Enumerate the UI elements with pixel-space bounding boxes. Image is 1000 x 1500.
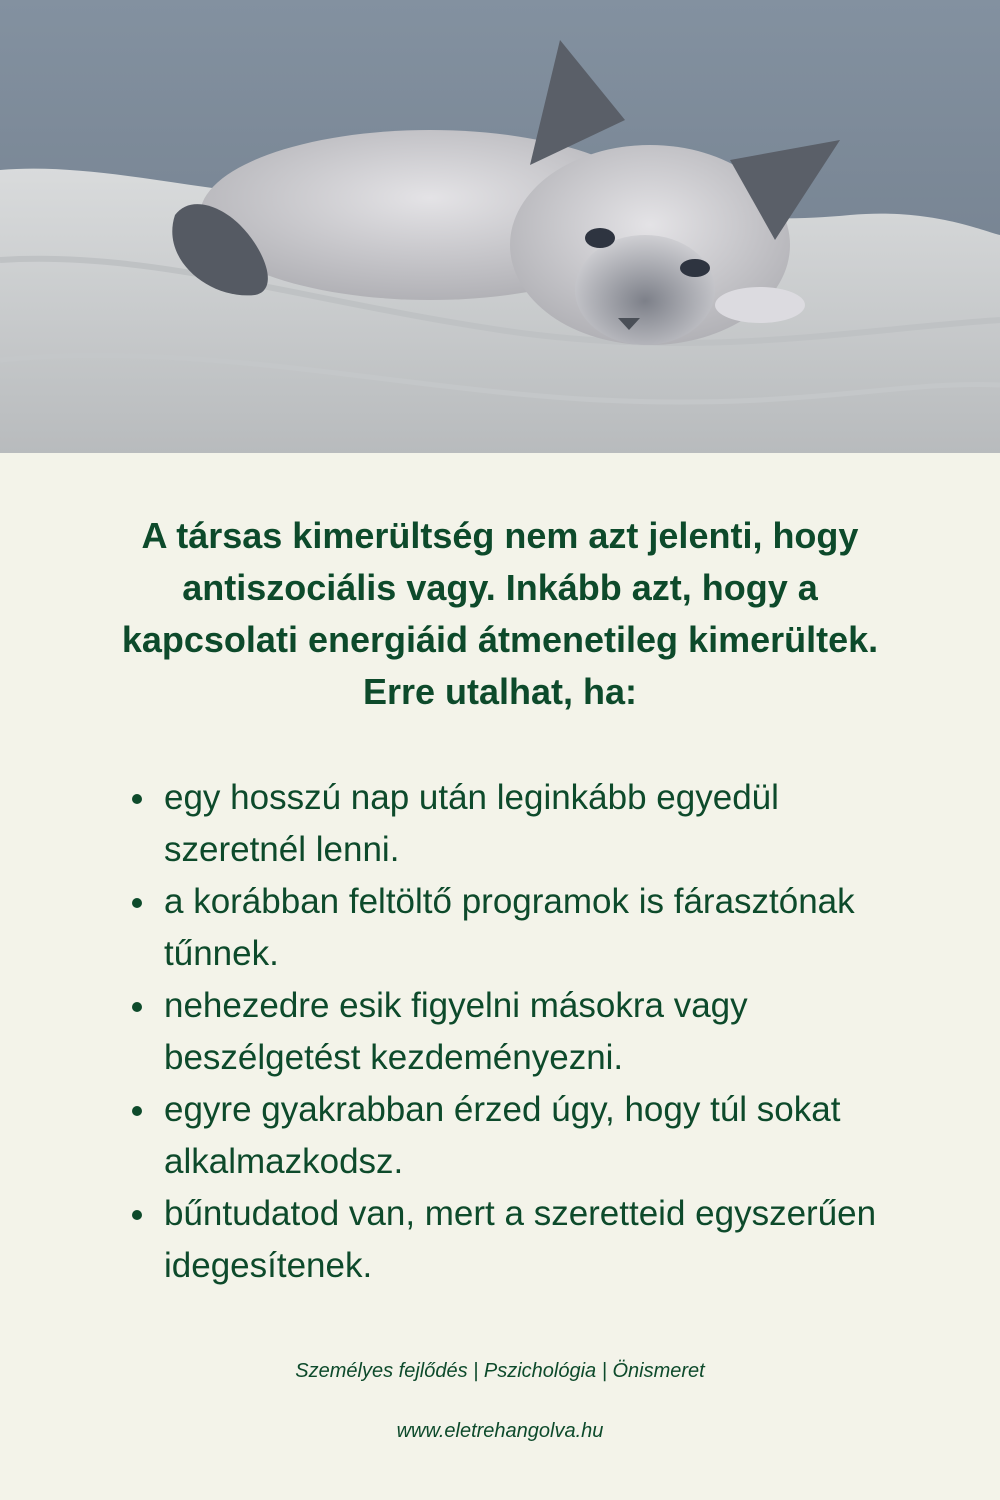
hero-image xyxy=(0,0,1000,453)
bullet-icon xyxy=(132,1002,142,1012)
kitten-photo xyxy=(0,0,1000,453)
symptom-list xyxy=(120,772,920,1292)
list-item xyxy=(120,1188,920,1292)
list-item-text: a korábban feltöltő programok is fárasztónak tűnnek. xyxy=(164,882,855,973)
list-item xyxy=(120,1084,920,1188)
bullet-icon xyxy=(132,1210,142,1220)
bullet-icon xyxy=(132,898,142,908)
list-item xyxy=(120,772,920,876)
headline: A társas kimerültség nem azt jelenti, hogy antiszociális vagy. Inkább azt, hogy a kapcsolati energiáid átmenetileg kimerültek. Erre utalhat, ha: xyxy=(121,515,879,712)
website-url[interactable]: www.eletrehangolva.hu xyxy=(396,1420,604,1442)
list-item-text: egyre gyakrabban érzed úgy, hogy túl sokat alkalmazkodsz. xyxy=(164,1090,841,1181)
list-item-text: nehezedre esik figyelni másokra vagy beszélgetést kezdeményezni. xyxy=(164,986,748,1077)
bullet-icon xyxy=(132,1106,142,1116)
bullet-icon xyxy=(132,794,142,804)
list-item xyxy=(120,980,920,1084)
list-item-text: egy hosszú nap után leginkább egyedül szeretnél lenni. xyxy=(164,778,779,869)
category-tags: Személyes fejlődés | Pszichológia | Önismeret xyxy=(295,1360,705,1382)
list-item-text: bűntudatod van, mert a szeretteid egyszerűen idegesítenek. xyxy=(164,1194,877,1285)
list-item xyxy=(120,876,920,980)
